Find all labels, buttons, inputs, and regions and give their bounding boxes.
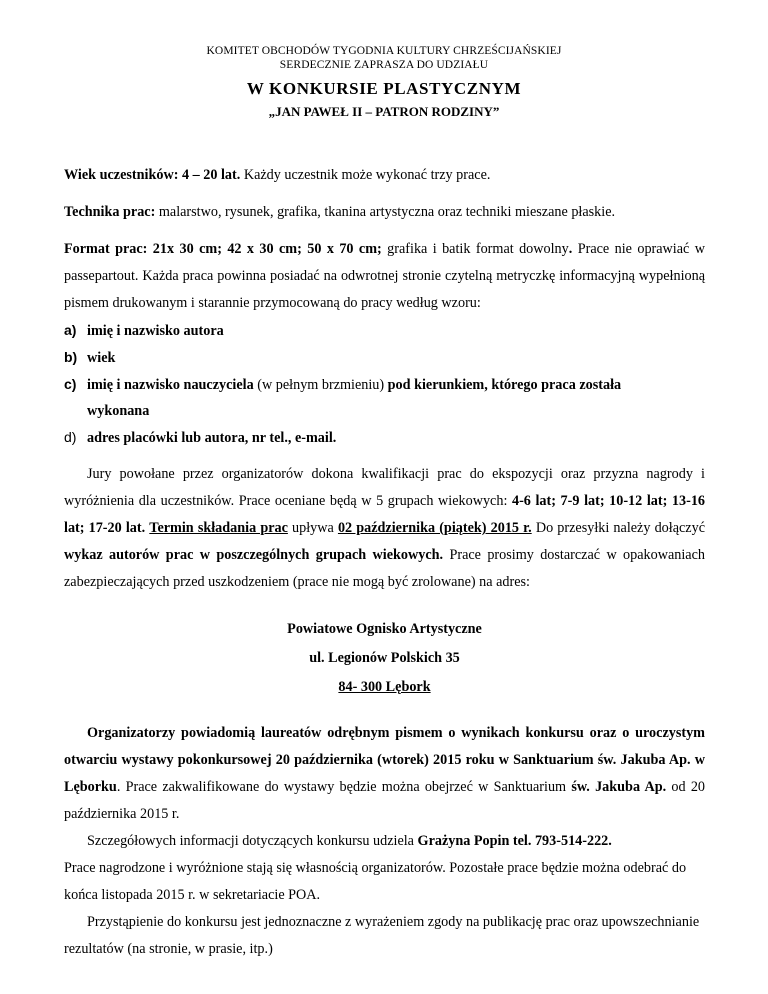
deadline-date: 02 października (piątek) 2015 r. <box>337 520 532 536</box>
jury-text-3: Do przesyłki należy dołączyć <box>531 520 705 536</box>
age-groups: 4-6 lat; 7-9 lat; 10-12 lat; 13-16 lat; 17-20 lat. <box>64 493 706 536</box>
info-text: Szczegółowych informacji dotyczących konkursu udziela <box>87 833 418 849</box>
address-name: Powiatowe Ognisko Artystyczne <box>287 621 482 637</box>
technique-label: Technika prac: <box>64 204 156 220</box>
author-list-label: wykaz autorów prac w poszczególnych grupach wiekowych. <box>64 547 444 563</box>
label-list <box>64 317 705 451</box>
list-item-text: imię i nazwisko autora <box>87 323 224 339</box>
technique-text: malarstwo, rysunek, grafika, tkanina artystyczna oraz techniki mieszane płaskie. <box>155 204 616 220</box>
list-item-text-cont: wykonana <box>87 403 150 419</box>
consent-paragraph: Przystąpienie do konkursu jest jednoznaczne z wyrażeniem zgody na publikację prac oraz upowszechnianie rezultatów (na stronie, w prasie, itp.) <box>64 914 700 957</box>
contest-title: W KONKURSIE PLASTYCZNYM <box>246 79 522 98</box>
address-street: ul. Legionów Polskich 35 <box>309 650 460 666</box>
jury-text-1: Jury powołane przez organizatorów dokona kwalifikacji prac do ekspozycji oraz przyzna nagrody i wyróżnienia dla uczestników. Prace oceniane będą w 5 grupach wiekowych: <box>64 466 705 509</box>
age-text: Każdy uczestnik może wykonać trzy prace. <box>240 167 491 183</box>
format-text-2: Prace nie oprawiać w passepartout. Każda praca powinna posiadać na odwrotnej stronie czytelną metryczkę informacyjną wypełnioną pismem drukowanym i starannie przymocowaną do pracy według wzoru: <box>64 241 705 311</box>
contact-person: Grażyna Popin tel. 793-514-222. <box>417 833 612 849</box>
list-item <box>64 344 705 371</box>
list-item <box>64 424 705 451</box>
jury-text-4: Prace prosimy dostarczać w opakowaniach zabezpieczających przed uszkodzeniem (prace nie mogą być zrolowane) na adres: <box>64 547 705 590</box>
list-marker: b) <box>64 349 78 365</box>
list-marker: c) <box>64 376 77 392</box>
organizers-text-2: od 20 października 2015 r. <box>64 779 706 822</box>
organizers-paragraph <box>64 720 705 828</box>
contest-subtitle: „JAN PAWEŁ II – PATRON RODZINY” <box>268 104 500 119</box>
sanctuary-name: św. Jakuba Ap. <box>571 779 667 795</box>
deadline-label: Termin składania prac <box>149 520 288 536</box>
list-marker: a) <box>64 322 77 338</box>
organizers-bold: Organizatorzy powiadomią laureatów odrębnym pismem o wynikach konkursu oraz o uroczystym otwarciu wystawy pokonkursowej 20 października (wtorek) 2015 roku w Sanktuarium św. Jakuba Ap. w Lęborku <box>64 725 705 795</box>
address-block <box>64 615 705 702</box>
document-body <box>64 162 705 963</box>
header <box>0 44 768 120</box>
format-text-1: grafika i batik format dowolny <box>381 241 569 257</box>
jury-text-2: upływa <box>287 520 338 536</box>
list-item-text: wiek <box>87 350 116 366</box>
committee-line: KOMITET OBCHODÓW TYGODNIA KULTURY CHRZEŚCIJAŃSKIEJ <box>206 45 562 57</box>
prizes-paragraph: Prace nagrodzone i wyróżnione stają się własnością organizatorów. Pozostałe prace będzie można odebrać do końca listopada 2015 r. w sekretariacie POA. <box>64 860 687 903</box>
jury-paragraph <box>64 461 705 596</box>
list-item <box>64 317 705 344</box>
list-item-text-bold: imię i nazwisko nauczyciela <box>87 377 254 393</box>
list-item <box>64 371 705 398</box>
address-postcode: 84- 300 Lębork <box>338 679 431 695</box>
list-item-text: adres placówki lub autora, nr tel., e-mail. <box>87 430 337 446</box>
format-label: Format prac: 21x 30 cm; 42 x 30 cm; 50 x 70 cm; <box>64 241 382 257</box>
age-paragraph <box>64 162 705 189</box>
list-item-text-bold-2: pod kierunkiem, którego praca została <box>387 377 622 393</box>
list-marker: d) <box>64 429 77 445</box>
format-dot: . <box>568 241 573 257</box>
invitation-line: SERDECZNIE ZAPRASZA DO UDZIAŁU <box>279 59 489 71</box>
format-paragraph <box>64 236 705 317</box>
technique-paragraph <box>64 199 705 226</box>
list-item-text-normal: (w pełnym brzmieniu) <box>253 377 388 393</box>
info-paragraph <box>64 828 705 855</box>
list-item-continuation <box>64 398 705 424</box>
age-label: Wiek uczestników: 4 – 20 lat. <box>64 167 241 183</box>
organizers-text-1: . Prace zakwalifikowane do wystawy będzie można obejrzeć w Sanktuarium <box>116 779 572 795</box>
